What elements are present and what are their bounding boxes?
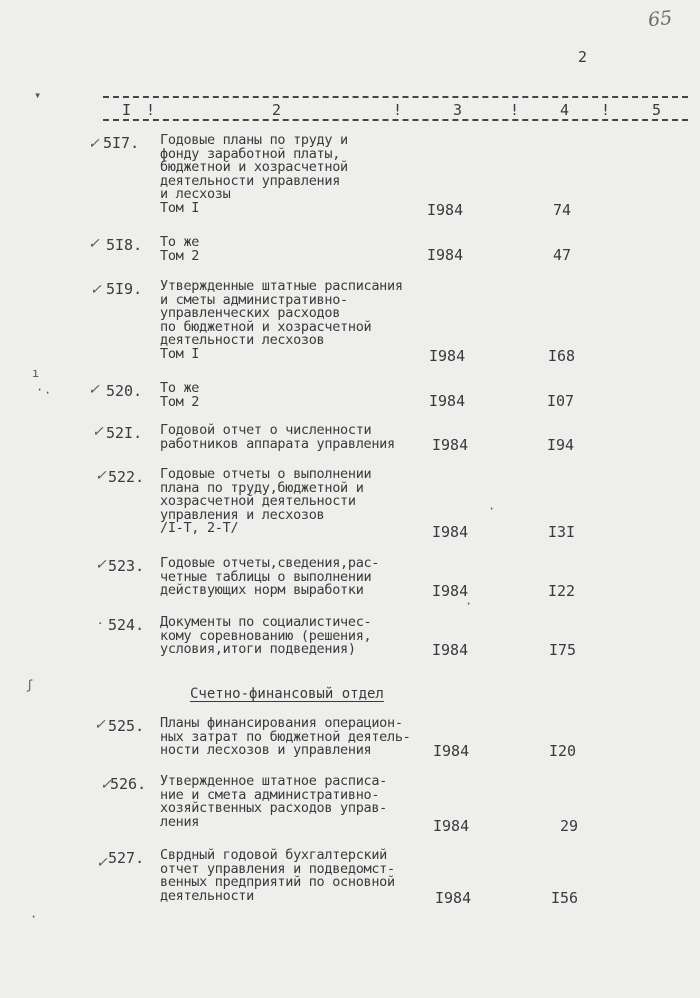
check-mark: ✓	[88, 236, 100, 252]
check-mark: ✓	[95, 468, 107, 484]
entry-description-line: Годовые отчеты,сведения,рас-	[160, 555, 380, 571]
entry-description-line: по бюджетной и хозрасчетной	[160, 318, 372, 335]
column-header-3: 3	[453, 101, 463, 119]
check-mark: ✓	[96, 855, 108, 871]
entry-description-line: венных предприятий по основной	[160, 874, 395, 890]
entry-page-count: 47	[553, 246, 572, 264]
scan-speck: ▾	[34, 88, 42, 102]
entry-number: 526.	[110, 775, 147, 793]
entry-description-line: деятельности лесхозов	[160, 332, 325, 348]
entry-number: 5I7.	[103, 134, 140, 152]
entry-number: 5I9.	[106, 280, 143, 298]
entry-page-count: I56	[551, 889, 579, 907]
entry-description-line: То же	[160, 234, 200, 250]
entry-description-line: Том 2	[160, 393, 200, 410]
entry-description-line: Планы финансирования операцион-	[160, 715, 403, 731]
entry-year: I984	[427, 246, 464, 264]
scan-speck: ʃ	[26, 678, 34, 692]
header-rule-top	[103, 96, 688, 98]
entry-description-line: Том I	[160, 199, 200, 216]
entry-description-line: Годовой отчет о численности	[160, 422, 372, 438]
entry-year: I984	[432, 641, 469, 659]
entry-description-line: и сметы административно-	[160, 291, 348, 308]
entry-description-line: ности лесхозов и управления	[160, 742, 372, 758]
check-mark: ✓	[94, 717, 106, 733]
entry-number: 525.	[108, 717, 145, 735]
entry-year: I984	[432, 523, 469, 541]
column-header-5: 5	[652, 101, 662, 119]
entry-page-count: I3I	[548, 523, 576, 541]
scan-speck: ·	[488, 502, 496, 516]
entry-description-line: ления	[160, 813, 200, 830]
scan-speck: ·	[465, 597, 473, 611]
entry-number: 520.	[106, 382, 143, 400]
entry-description-line: и лесхозы	[160, 186, 231, 202]
entry-description-line: Документы по социалистичес-	[160, 614, 372, 630]
entry-description-line: ных затрат по бюджетной деятель-	[160, 728, 411, 745]
entry-description-line: отчет управления и подведомст-	[160, 860, 395, 877]
entry-number: 522.	[108, 468, 145, 486]
entry-page-count: I94	[547, 436, 575, 454]
entry-year: I984	[432, 582, 469, 600]
scan-speck: ·	[30, 910, 38, 924]
check-mark: ·	[98, 616, 103, 632]
check-mark: ✓	[90, 282, 102, 298]
entry-description-line: управления и лесхозов	[160, 506, 325, 523]
entry-description-line: хозрасчетной деятельности	[160, 493, 356, 509]
entry-year: I984	[429, 347, 466, 365]
entry-description-line: кому соревнованию (решения,	[160, 627, 372, 644]
entry-description-line: Том 2	[160, 247, 200, 264]
check-mark: ✓	[88, 136, 100, 152]
entry-description-line: фонду заработной платы,	[160, 145, 341, 162]
entry-description-line: работников аппарата управления	[160, 435, 395, 452]
entry-page-count: I22	[548, 582, 576, 600]
column-separator: !	[146, 101, 156, 119]
entry-year: I984	[435, 889, 472, 907]
section-heading: Счетно-финансовый отдел	[190, 686, 384, 702]
entry-number: 523.	[108, 557, 145, 575]
entry-description-line: плана по труду,бюджетной и	[160, 479, 364, 496]
entry-year: I984	[433, 817, 470, 835]
entry-description-line: деятельности	[160, 887, 254, 904]
entry-page-count: I07	[547, 392, 575, 410]
entry-page-count: I68	[548, 347, 576, 365]
column-header-4: 4	[560, 101, 570, 119]
entry-description-line: ние и смета административно-	[160, 786, 380, 803]
entry-page-count: 74	[553, 201, 572, 219]
page-number: 2	[578, 48, 588, 66]
entry-year: I984	[429, 392, 466, 410]
entry-description-line: Утвержденное штатное расписа-	[160, 773, 388, 789]
entry-description-line: То же	[160, 380, 200, 396]
column-separator: !	[601, 101, 611, 119]
entry-description-line: Годовые планы по труду и	[160, 132, 348, 148]
entry-description-line: Утвержденные штатные расписания	[160, 278, 403, 294]
header-rule-bottom	[103, 119, 688, 121]
column-separator: !	[510, 101, 520, 119]
check-mark: ✓	[92, 424, 104, 440]
column-header-2: 2	[272, 101, 282, 119]
handwritten-page-number: 65	[646, 6, 674, 32]
check-mark: ✓	[100, 777, 112, 793]
column-separator: !	[393, 101, 403, 119]
entry-year: I984	[433, 742, 470, 760]
scan-speck: ·	[36, 383, 44, 397]
entry-number: 527.	[108, 849, 145, 867]
scan-speck: ı	[32, 366, 40, 380]
entry-description-line: четные таблицы о выполнении	[160, 568, 372, 585]
scan-speck: ·	[44, 386, 52, 400]
entry-year: I984	[432, 436, 469, 454]
entry-description-line: деятельности управления	[160, 172, 341, 189]
entry-year: I984	[427, 201, 464, 219]
entry-description-line: действующих норм выработки	[160, 582, 364, 598]
column-header-1: I	[122, 101, 132, 119]
entry-page-count: I75	[549, 641, 577, 659]
entry-description-line: Том I	[160, 345, 200, 362]
entry-description-line: хозяйственных расходов управ-	[160, 800, 388, 816]
entry-number: 5I8.	[106, 236, 143, 254]
entry-description-line: /I-Т, 2-Т/	[160, 520, 239, 536]
check-mark: ✓	[88, 382, 100, 398]
entry-page-count: 29	[560, 817, 579, 835]
entry-description-line: Сврдный годовой бухгалтерский	[160, 847, 388, 863]
entry-description-line: Годовые отчеты о выполнении	[160, 466, 372, 482]
check-mark: ✓	[95, 557, 107, 573]
entry-number: 524.	[108, 616, 145, 634]
entry-description-line: управленческих расходов	[160, 305, 341, 321]
entry-description-line: бюджетной и хозрасчетной	[160, 159, 348, 175]
entry-description-line: условия,итоги подведения)	[160, 641, 356, 657]
entry-number: 52I.	[106, 424, 143, 442]
entry-page-count: I20	[549, 742, 577, 760]
